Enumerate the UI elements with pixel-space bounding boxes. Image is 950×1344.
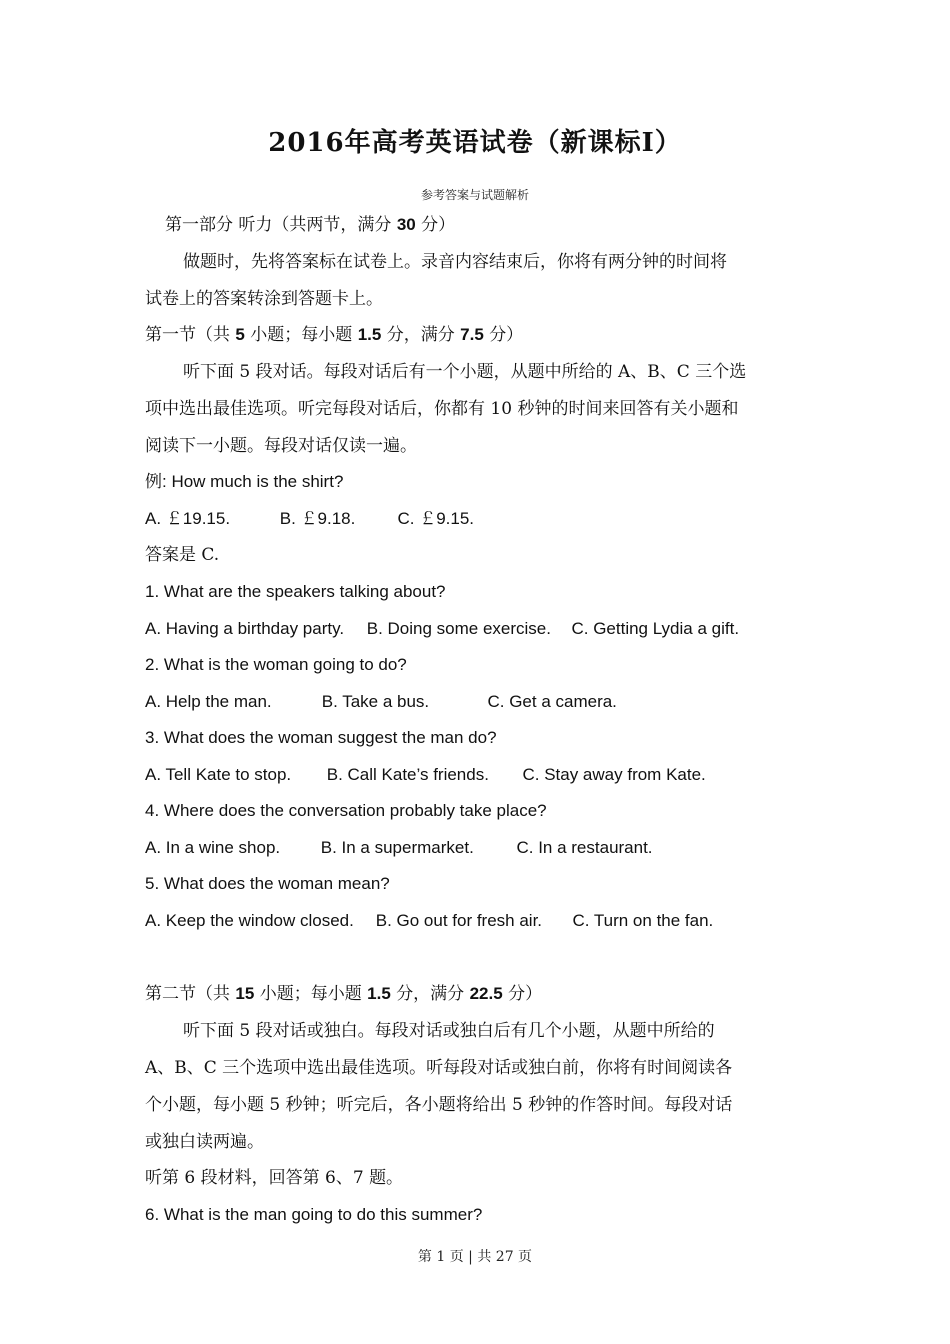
question-5-options [145, 910, 810, 932]
page-title: 2016年高考英语试卷（新课标Ⅰ） [268, 128, 682, 158]
section1-heading-d: 分） [489, 325, 524, 345]
section2-instructions-line4: 或独白读两遍。 [145, 1132, 264, 1152]
example-option-a: A. ￡19.15. [145, 509, 231, 528]
section1-instructions-line2: 项中选出最佳选项。听完每段对话后，你都有 10 秒钟的时间来回答有关小题和 [145, 399, 739, 419]
option-a: A. Help the man. [145, 692, 272, 711]
example-options [145, 508, 810, 530]
option-b: B. In a supermarket. [320, 838, 474, 857]
section1-heading-total: 7.5 [460, 325, 484, 344]
option-c: C. In a restaurant. [516, 838, 653, 857]
question-1-options [145, 618, 810, 640]
part1-instructions-line2: 试卷上的答案转涂到答题卡上。 [145, 289, 383, 309]
part1-heading [165, 214, 830, 236]
section1-instructions-line1: 听下面 5 段对话。每段对话后有一个小题，从题中所给的 A、B、C 三个选 [183, 362, 747, 382]
option-b: B. Doing some exercise. [366, 619, 551, 638]
section2-heading-d: 分） [508, 984, 543, 1004]
question-2-options [145, 691, 810, 713]
question-5: 5. What does the woman mean? [145, 874, 390, 893]
option-a: A. In a wine shop. [145, 838, 281, 857]
example-question: 例: How much is the shirt? [145, 472, 344, 491]
section1-heading [145, 324, 810, 346]
page-footer: 第 1 页 | 共 27 页 [417, 1249, 533, 1265]
section2-instructions-line3: 个小题，每小题 5 秒钟；听完后，各小题将给出 5 秒钟的作答时间。每段对话 [145, 1095, 733, 1115]
part1-heading-post: 分） [421, 215, 456, 235]
question-3: 3. What does the woman suggest the man do? [145, 728, 497, 747]
question-2: 2. What is the woman going to do? [145, 655, 407, 674]
section1-heading-count: 5 [235, 325, 245, 344]
section1-heading-each: 1.5 [357, 325, 382, 344]
section1-instructions-line3: 阅读下一小题。每段对话仅读一遍。 [145, 436, 417, 456]
section2-instructions-line1: 听下面 5 段对话或独白。每段对话或独白后有几个小题，从题中所给的 [183, 1021, 715, 1041]
option-b: B. Call Kate’s friends. [326, 765, 489, 784]
section2-heading-a: 第二节（共 [145, 984, 230, 1004]
option-a: A. Having a birthday party. [145, 619, 345, 638]
question-3-options [145, 764, 810, 786]
option-b: B. Take a bus. [321, 692, 430, 711]
option-b: B. Go out for fresh air. [375, 911, 543, 930]
option-a: A. Tell Kate to stop. [145, 765, 292, 784]
option-c: C. Getting Lydia a gift. [571, 619, 740, 638]
part1-heading-score: 30 [396, 215, 416, 234]
material-6-instruction: 听第 6 段材料，回答第 6、7 题。 [145, 1168, 404, 1188]
option-a: A. Keep the window closed. [145, 911, 354, 930]
question-6: 6. What is the man going to do this summer? [145, 1205, 483, 1224]
example-option-c: C. ￡9.15. [397, 509, 475, 528]
page-subtitle: 参考答案与试题解析 [420, 188, 529, 202]
section2-heading-c: 分，满分 [396, 984, 465, 1004]
section2-heading-b: 小题；每小题 [259, 984, 362, 1004]
option-c: C. Turn on the fan. [572, 911, 714, 930]
section1-heading-a: 第一节（共 [145, 325, 230, 345]
example-option-b: B. ￡9.18. [279, 509, 356, 528]
section2-heading-each: 1.5 [367, 984, 391, 1003]
section1-heading-b: 小题；每小题 [250, 325, 353, 345]
part1-heading-pre: 第一部分 听力（共两节，满分 [165, 215, 392, 235]
section2-heading-total: 22.5 [469, 984, 503, 1003]
question-4-options [145, 837, 810, 859]
section1-heading-c: 分，满分 [386, 325, 455, 345]
option-c: C. Stay away from Kate. [522, 765, 706, 784]
question-1: 1. What are the speakers talking about? [145, 582, 446, 601]
section2-heading [145, 983, 810, 1005]
example-answer: 答案是 C. [145, 545, 220, 565]
part1-instructions-line1: 做题时，先将答案标在试卷上。录音内容结束后，你将有两分钟的时间将 [183, 252, 727, 272]
section2-heading-count: 15 [235, 984, 255, 1003]
question-4: 4. Where does the conversation probably take place? [145, 801, 547, 820]
section2-instructions-line2: A、B、C 三个选项中选出最佳选项。听每段对话或独白前，你将有时间阅读各 [145, 1058, 733, 1078]
option-c: C. Get a camera. [487, 692, 617, 711]
